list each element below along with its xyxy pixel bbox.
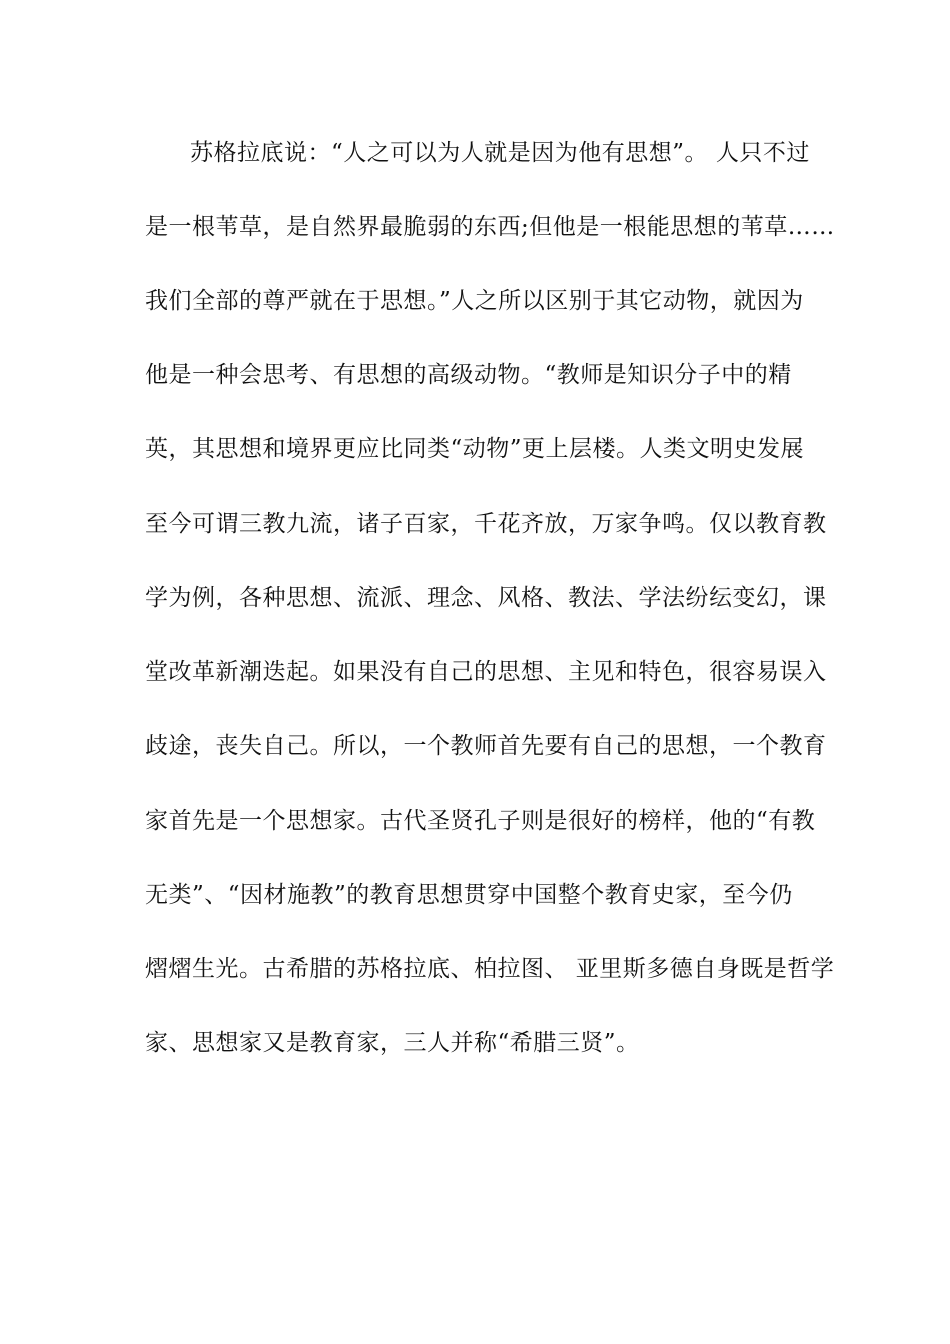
- paragraph-line: 我们全部的尊严就在于思想。”人之所以区别于其它动物，就因为: [145, 288, 804, 314]
- paragraph-line: 无类”、“因材施教”的教育思想贯穿中国整个教育史家，至今仍: [145, 882, 793, 908]
- paragraph-line: 他是一种会思考、有思想的高级动物。“教师是知识分子中的精: [145, 362, 792, 388]
- paragraph-line: 歧途，丧失自己。所以，一个教师首先要有自己的思想，一个教育: [145, 733, 827, 759]
- paragraph-line: 至今可谓三教九流，诸子百家，千花齐放，万家争鸣。仅以教育教: [145, 511, 827, 537]
- paragraph-line: 英，其思想和境界更应比同类“动物”更上层楼。人类文明史发展: [145, 436, 805, 462]
- paragraph-line: 是一根苇草，是自然界最脆弱的东西;但他是一根能思想的苇草……: [145, 214, 835, 240]
- paragraph-line: 家、思想家又是教育家，三人并称“希腊三贤”。: [145, 1030, 640, 1056]
- paragraph-line: 苏格拉底说：“人之可以为人就是因为他有思想”。 人只不过: [190, 140, 810, 166]
- paragraph-line: 堂改革新潮迭起。如果没有自己的思想、主见和特色，很容易误入: [145, 659, 827, 685]
- paragraph-line: 家首先是一个思想家。古代圣贤孔子则是很好的榜样，他的“有教: [145, 808, 816, 834]
- paragraph-line: 熠熠生光。古希腊的苏格拉底、柏拉图、 亚里斯多德自身既是哲学: [145, 956, 835, 982]
- paragraph-line: 学为例，各种思想、流派、理念、风格、教法、学法纷纭变幻，课: [145, 585, 827, 611]
